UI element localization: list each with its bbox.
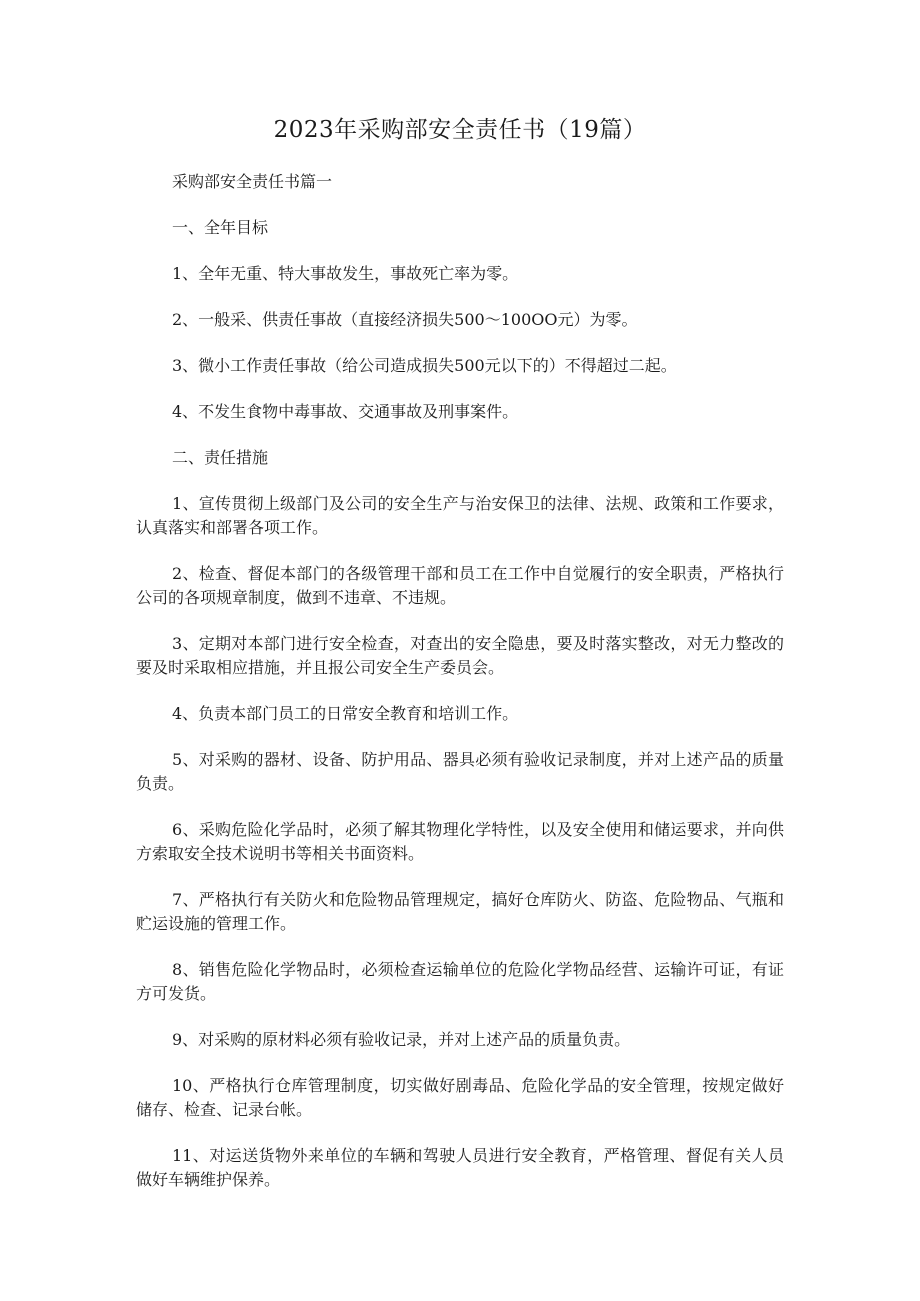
part2-heading: 二、责任措施 <box>172 448 269 467</box>
measure-item-6: 6、采购危险化学品时，必须了解其物理化学特性，以及安全使用和储运要求，并向供方索取安全技术说明书等相关书面资料。 <box>136 820 784 863</box>
measure-item-10: 10、严格执行仓库管理制度，切实做好剧毒品、危险化学品的安全管理，按规定做好储存、检查、记录台帐。 <box>136 1076 784 1119</box>
measure-item-9: 9、对采购的原材料必须有验收记录，并对上述产品的质量负责。 <box>172 1030 631 1049</box>
part1-heading: 一、全年目标 <box>172 218 269 237</box>
measure-item-3: 3、定期对本部门进行安全检查，对查出的安全隐患，要及时落实整改，对无力整改的要及时采取相应措施，并且报公司安全生产委员会。 <box>136 634 784 677</box>
measure-item-7: 7、严格执行有关防火和危险物品管理规定，搞好仓库防火、防盗、危险物品、气瓶和贮运设施的管理工作。 <box>136 890 784 933</box>
measure-item-5: 5、对采购的器材、设备、防护用品、器具必须有验收记录制度，并对上述产品的质量负责。 <box>136 750 784 793</box>
goal-item-2: 2、一般采、供责任事故（直接经济损失500～100OO元）为零。 <box>172 310 638 329</box>
goal-item-3: 3、微小工作责任事故（给公司造成损失500元以下的）不得超过二起。 <box>172 356 677 375</box>
section-title: 采购部安全责任书篇一 <box>172 172 333 191</box>
measure-item-4: 4、负责本部门员工的日常安全教育和培训工作。 <box>172 704 519 723</box>
measure-item-2: 2、检查、督促本部门的各级管理干部和员工在工作中自觉履行的安全职责，严格执行公司的各项规章制度，做到不违章、不违规。 <box>136 564 784 607</box>
measure-item-11: 11、对运送货物外来单位的车辆和驾驶人员进行安全教育，严格管理、督促有关人员做好车辆维护保养。 <box>136 1146 784 1189</box>
goal-item-4: 4、不发生食物中毒事故、交通事故及刑事案件。 <box>172 402 519 421</box>
document-body <box>136 170 784 1214</box>
measure-item-8: 8、销售危险化学物品时，必须检查运输单位的危险化学物品经营、运输许可证，有证方可发货。 <box>136 960 784 1003</box>
goal-item-1: 1、全年无重、特大事故发生，事故死亡率为零。 <box>172 264 519 283</box>
document-title: 2023年采购部安全责任书（19篇） <box>273 117 647 143</box>
measure-item-1: 1、宣传贯彻上级部门及公司的安全生产与治安保卫的法律、法规、政策和工作要求，认真落实和部署各项工作。 <box>136 494 784 537</box>
